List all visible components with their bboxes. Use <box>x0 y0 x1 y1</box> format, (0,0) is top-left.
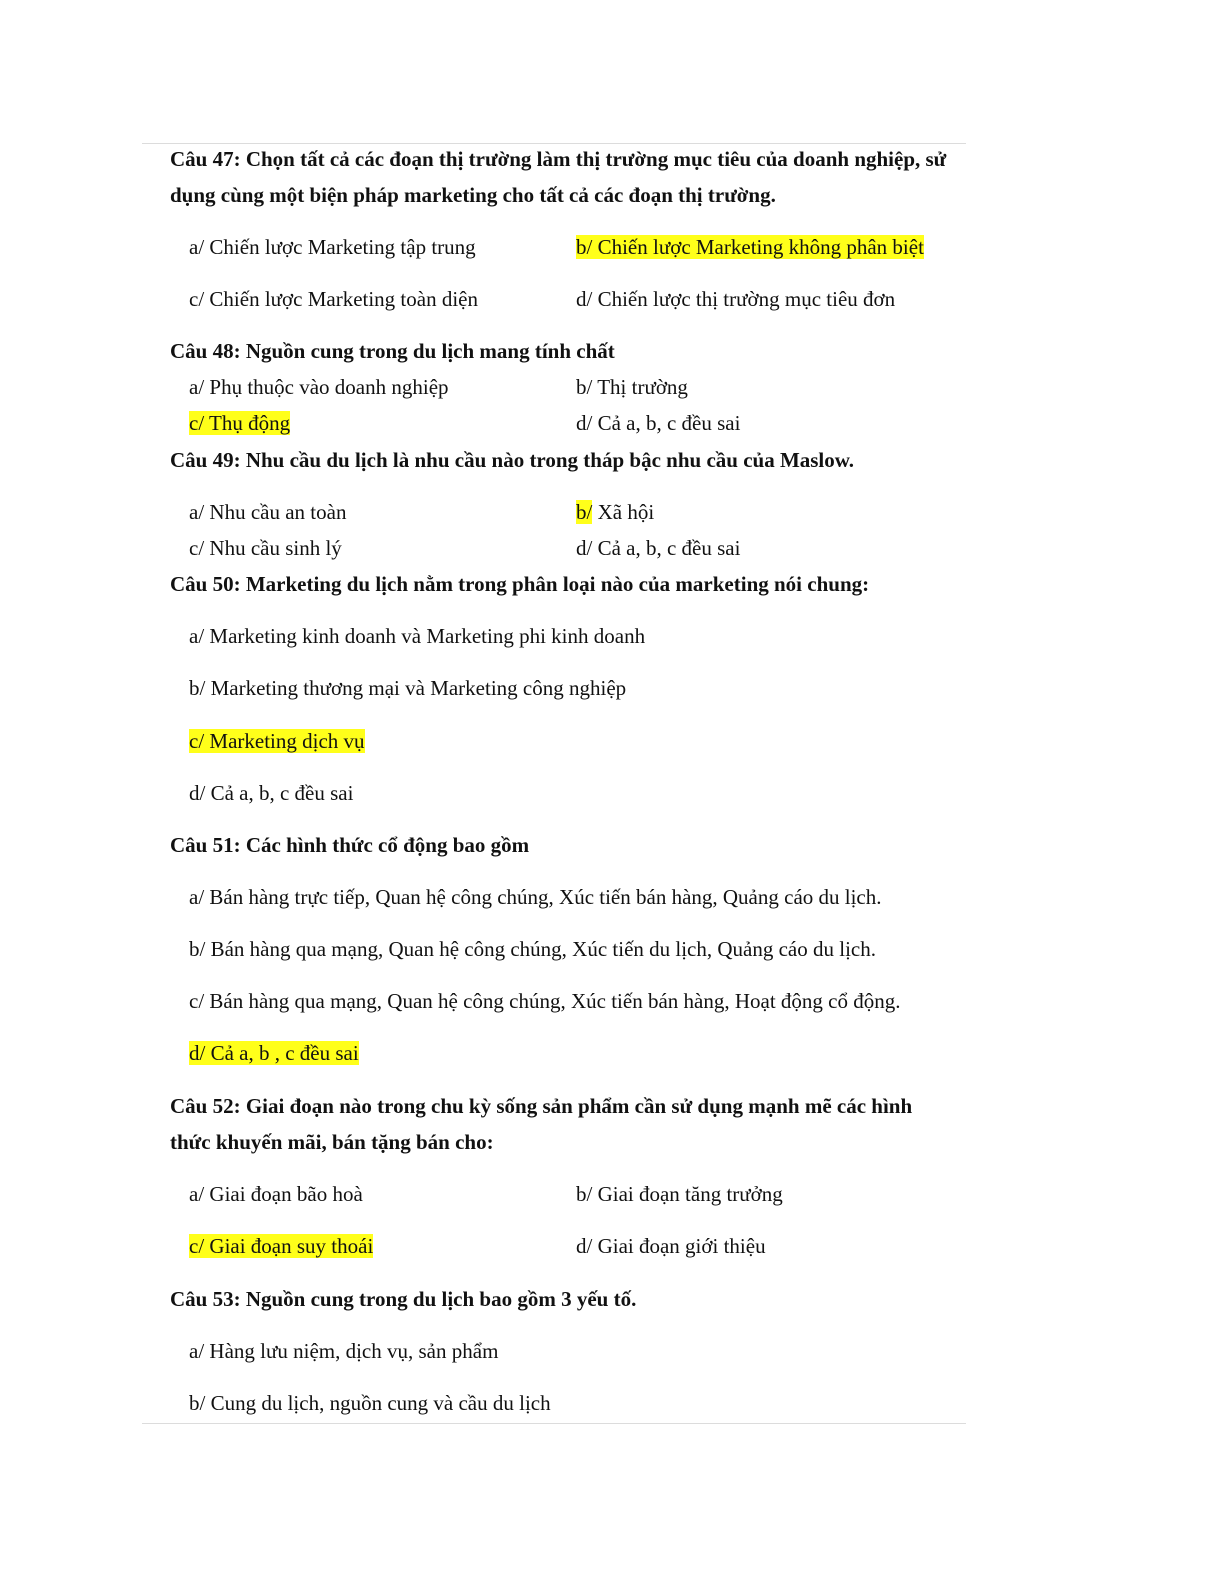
q52-option-d: d/ Giai đoạn giới thiệu <box>576 1234 766 1258</box>
question-47-text-cont: dụng cùng một biện pháp marketing cho tất cả các đoạn thị trường. <box>170 183 776 207</box>
q49-option-d: d/ Cả a, b, c đều sai <box>576 536 741 560</box>
question-52-text: Câu 52: Giai đoạn nào trong chu kỳ sống sản phẩm cần sử dụng mạnh mẽ các hình <box>170 1094 913 1118</box>
question-50-text: Câu 50: Marketing du lịch nằm trong phân loại nào của marketing nói chung: <box>170 572 870 596</box>
q48-option-c-highlighted: c/ Thụ động <box>189 411 291 435</box>
q47-option-b-highlighted: b/ Chiến lược Marketing không phân biệt <box>576 235 924 259</box>
question-49-text: Câu 49: Nhu cầu du lịch là nhu cầu nào trong tháp bậc nhu cầu của Maslow. <box>170 448 855 472</box>
q47-option-c: c/ Chiến lược Marketing toàn diện <box>189 287 478 311</box>
q49-option-c: c/ Nhu cầu sinh lý <box>189 536 342 560</box>
q49-option-b-text: Xã hội <box>592 500 655 524</box>
q48-option-b: b/ Thị trường <box>576 375 688 399</box>
q52-option-a: a/ Giai đoạn bão hoà <box>189 1182 363 1206</box>
q50-option-c-highlighted: c/ Marketing dịch vụ <box>189 729 365 753</box>
q49-option-b <box>576 499 654 525</box>
question-47-text: Câu 47: Chọn tất cả các đoạn thị trường làm thị trường mục tiêu của doanh nghiệp, sử <box>170 147 947 171</box>
q49-option-a: a/ Nhu cầu an toàn <box>189 500 347 524</box>
q47-option-d: d/ Chiến lược thị trường mục tiêu đơn <box>576 287 896 311</box>
q50-option-a: a/ Marketing kinh doanh và Marketing phi kinh doanh <box>189 624 646 648</box>
question-51-text: Câu 51: Các hình thức cổ động bao gồm <box>170 833 530 857</box>
question-53-text: Câu 53: Nguồn cung trong du lịch bao gồm 3 yếu tố. <box>170 1287 637 1311</box>
q50-option-d: d/ Cả a, b, c đều sai <box>189 781 354 805</box>
q52-option-b: b/ Giai đoạn tăng trưởng <box>576 1182 783 1206</box>
q51-option-d-highlighted: d/ Cả a, b , c đều sai <box>189 1041 359 1065</box>
q53-option-a: a/ Hàng lưu niệm, dịch vụ, sản phẩm <box>189 1339 499 1363</box>
q51-option-b: b/ Bán hàng qua mạng, Quan hệ công chúng, Xúc tiến du lịch, Quảng cáo du lịch. <box>189 937 876 961</box>
q47-option-a: a/ Chiến lược Marketing tập trung <box>189 235 476 259</box>
q52-option-c-highlighted: c/ Giai đoạn suy thoái <box>189 1234 374 1258</box>
q53-option-b: b/ Cung du lịch, nguồn cung và cầu du lịch <box>189 1391 551 1415</box>
q51-option-c: c/ Bán hàng qua mạng, Quan hệ công chúng, Xúc tiến bán hàng, Hoạt động cổ động. <box>189 989 901 1013</box>
question-52-text-cont: thức khuyến mãi, bán tặng bán cho: <box>170 1130 494 1154</box>
bottom-divider <box>142 1423 966 1424</box>
top-divider <box>142 143 966 144</box>
q50-option-b: b/ Marketing thương mại và Marketing công nghiệp <box>189 676 627 700</box>
q48-option-a: a/ Phụ thuộc vào doanh nghiệp <box>189 375 449 399</box>
q48-option-d: d/ Cả a, b, c đều sai <box>576 411 741 435</box>
question-48-text: Câu 48: Nguồn cung trong du lịch mang tính chất <box>170 339 615 363</box>
q51-option-a: a/ Bán hàng trực tiếp, Quan hệ công chúng, Xúc tiến bán hàng, Quảng cáo du lịch. <box>189 885 882 909</box>
q49-option-b-prefix-highlighted: b/ <box>576 500 593 524</box>
